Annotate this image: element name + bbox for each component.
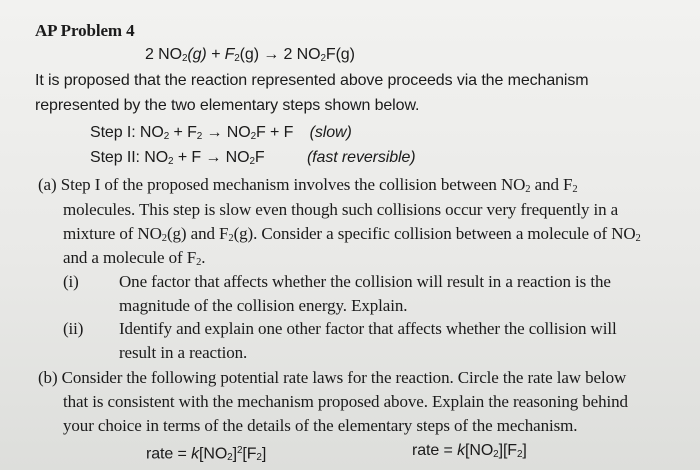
mechanism-step-1: Step I: NO2 + F2 → NO2F + F (slow) <box>90 124 352 142</box>
part-a-ii-label: (ii) <box>63 319 84 338</box>
part-b-line-3: your choice in terms of the details of the elementary steps of the mechanism. <box>63 416 578 435</box>
part-a-i-line-2: magnitude of the collision energy. Explain. <box>119 296 408 315</box>
step-1-rate-note: (slow) <box>309 124 352 141</box>
step-2-rate-note: (fast reversible) <box>306 149 416 166</box>
rate-law-option-2[interactable]: rate = k[NO2][F2] <box>412 442 527 460</box>
part-a-line-1: (a) Step I of the proposed mechanism involves the collision between NO2 and F2 <box>38 175 578 195</box>
part-a-ii-line-1: Identify and explain one other factor that affects whether the collision will <box>119 319 617 338</box>
part-b-line-1: (b) Consider the following potential rate laws for the reaction. Circle the rate law below <box>38 368 627 387</box>
part-b-line-2: that is consistent with the mechanism proposed above. Explain the reasoning behind <box>63 392 628 411</box>
intro-line-2: represented by the two elementary steps shown below. <box>35 97 420 114</box>
part-a-i-line-1: One factor that affects whether the collision will result in a reaction is the <box>119 272 611 291</box>
intro-line-1: It is proposed that the reaction represented above proceeds via the mechanism <box>35 72 589 89</box>
overall-reaction: 2 NO2(g) + F2(g) → 2 NO2F(g) <box>145 46 355 64</box>
part-a-line-2: molecules. This step is slow even though such collisions occur very frequently in a <box>63 200 619 219</box>
part-a-ii-line-2: result in a reaction. <box>119 343 248 362</box>
page-title: AP Problem 4 <box>35 21 135 40</box>
part-a-line-3: mixture of NO2(g) and F2(g). Consider a specific collision between a molecule of NO2 <box>63 224 641 244</box>
part-a-i-label: (i) <box>63 272 79 291</box>
rate-law-option-1[interactable]: rate = $k[NO2]^2[F2]$ <box>146 445 267 464</box>
mechanism-step-2: Step II: NO2 + F → NO2F (fast reversible) <box>90 149 416 167</box>
part-a-line-4: and a molecule of F2. <box>63 248 206 268</box>
